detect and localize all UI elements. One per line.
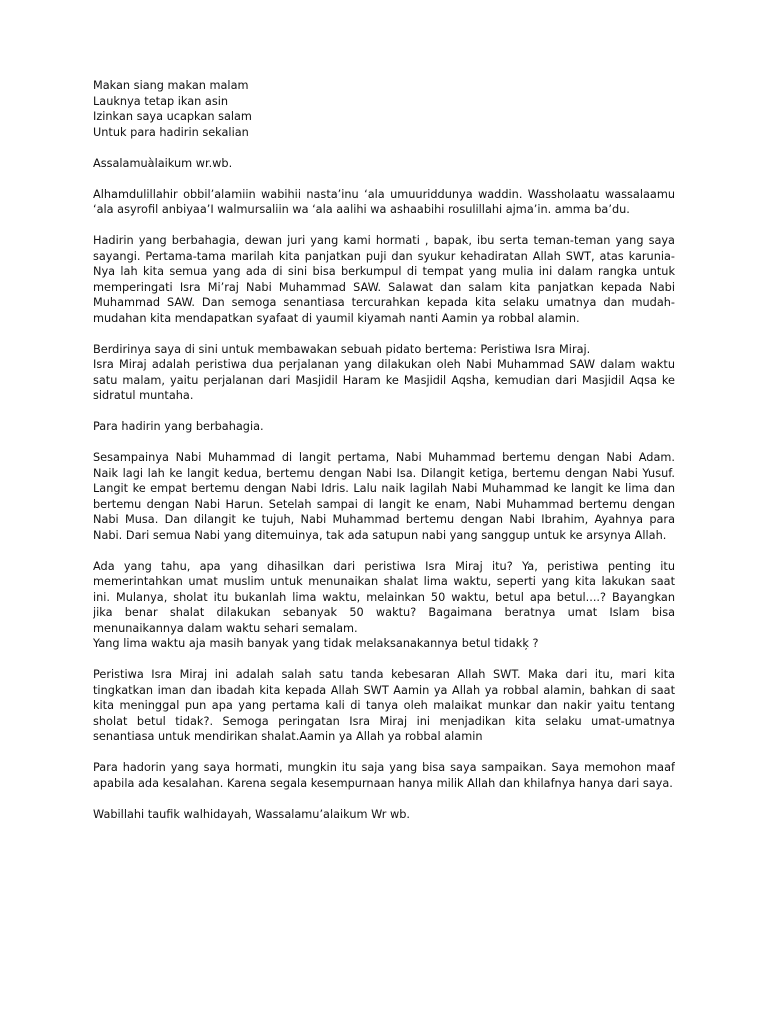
greeting-line: Assalamuàlaikum wr.wb. bbox=[93, 156, 233, 170]
paragraph-line: ini. Mulanya, sholat itu bukanlah lima waktu, melainkan 50 waktu, betul apa betul....? Bayangkan bbox=[93, 590, 675, 604]
closing bbox=[93, 807, 675, 823]
paragraph-line: sidratul muntaha. bbox=[93, 389, 194, 402]
paragraph-line: senantiasa untuk mendirikan shalat.Aamin ya Allah ya robbal alamin bbox=[93, 730, 483, 743]
paragraph-line: Berdirinya saya di sini untuk membawakan sebuah pidato bertema: Peristiwa Isra Miraj. bbox=[93, 342, 591, 356]
pantun-verse bbox=[93, 78, 675, 140]
speech-paragraph bbox=[93, 419, 675, 435]
paragraph-line: Ada yang tahu, apa yang dihasilkan dari peristiwa Isra Miraj itu? Ya, peristiwa penting itu bbox=[93, 559, 675, 573]
paragraph-line: tingkatkan iman dan ibadah kita kepada Allah SWT Aamin ya Allah ya robbal alamin, bahkan di saat bbox=[93, 683, 675, 697]
greeting bbox=[93, 156, 675, 172]
speech-body bbox=[93, 187, 675, 792]
paragraph-line: Isra Miraj adalah peristiwa dua perjalanan yang dilakukan oleh Nabi Muhammad SAW dalam waktu bbox=[93, 358, 675, 371]
paragraph-line: Para hadirin yang berbahagia. bbox=[93, 420, 264, 433]
speech-document bbox=[93, 78, 675, 838]
paragraph-line: kita meninggal pun apa yang pertama kali di tanya oleh malaikat munkar dan nakir yaitu tentang bbox=[93, 699, 675, 712]
speech-paragraph bbox=[93, 559, 675, 652]
speech-paragraph bbox=[93, 233, 675, 326]
paragraph-line: Nya lah kita semua yang ada di sini bisa berkumpul di tempat yang mulia ini dalam rangka untuk bbox=[93, 265, 675, 278]
pantun-line: Untuk para hadirin sekalian bbox=[93, 125, 249, 139]
paragraph-line: satu malam, yaitu perjalanan dari Masjidil Haram ke Masjidil Aqsha, kemudian dari Masjidil Aqsa ke bbox=[93, 373, 675, 387]
paragraph-line: memperingati Isra Mi’raj Nabi Muhammad SAW. Salawat dan salam kita panjatkan kepada Nabi bbox=[93, 280, 675, 294]
paragraph-line: menunaikannya dalam waktu sehari semalam. bbox=[93, 621, 358, 635]
paragraph-line: memerintahkan umat muslim untuk menunaikan shalat lima waktu, seperti yang kita lakukan saat bbox=[93, 575, 675, 588]
speech-paragraph bbox=[93, 450, 675, 543]
paragraph-line: Nabi. Dari semua Nabi yang ditemuinya, tak ada satupun nabi yang sanggup untuk ke arsynya Allah. bbox=[93, 528, 667, 542]
paragraph-line: Langit ke empat bertemu dengan Nabi Idris. Lalu naik lagilah Nabi Muhammad ke langit ke lima dan bbox=[93, 482, 675, 495]
paragraph-line: bertemu dengan Nabi Harun. Setelah sampai di langit ke enam, Nabi Muhammad bertemu dengan bbox=[93, 497, 675, 511]
paragraph-line: jika benar shalat dilakukan sebanyak 50 waktu? Bagaimana beratnya umat Islam bisa bbox=[93, 606, 675, 619]
paragraph-line: Naik lagi lah ke langit kedua, bertemu dengan Nabi Isa. Dilangit ketiga, bertemu dengan Nabi Yusuf. bbox=[93, 466, 675, 480]
paragraph-line: Muhammad SAW. Dan semoga senantiasa tercurahkan kepada kita selaku umatnya dan mudah- bbox=[93, 296, 675, 309]
paragraph-line: Yang lima waktu aja masih banyak yang tidak melaksanakannya betul tidakķ ? bbox=[93, 637, 539, 650]
paragraph-line: Nabi Musa. Dan dilangit ke tujuh, Nabi Muhammad bertemu dengan Nabi Ibrahim, Ayahnya para bbox=[93, 513, 675, 526]
paragraph-line: Para hadorin yang saya hormati, mungkin itu saja yang bisa saya sampaikan. Saya memohon maaf bbox=[93, 761, 675, 774]
pantun-line: Makan siang makan malam bbox=[93, 79, 249, 92]
paragraph-line: apabila ada kesalahan. Karena segala kesempurnaan hanya milik Allah dan khilafnya hanya dari saya. bbox=[93, 776, 673, 790]
paragraph-line: sayangi. Pertama-tama marilah kita panjatkan puji dan syukur kehadiratan Allah SWT, atas karunia- bbox=[93, 249, 675, 263]
paragraph-line: Alhamdulillahir obbil’alamiin wabihii nasta’inu ‘ala umuuriddunya waddin. Wassholaatu wassalaamu bbox=[93, 187, 675, 201]
paragraph-line: Hadirin yang berbahagia, dewan juri yang kami hormati , bapak, ibu serta teman-teman yang saya bbox=[93, 234, 675, 247]
closing-line: Wabillahi taufik walhidayah, Wassalamu’alaikum Wr wb. bbox=[93, 807, 411, 821]
pantun-line: Izinkan saya ucapkan salam bbox=[93, 110, 252, 123]
speech-paragraph bbox=[93, 187, 675, 218]
paragraph-line: Sesampainya Nabi Muhammad di langit pertama, Nabi Muhammad bertemu dengan Nabi Adam. bbox=[93, 451, 675, 464]
speech-paragraph bbox=[93, 667, 675, 745]
paragraph-line: Peristiwa Isra Miraj ini adalah salah satu tanda kebesaran Allah SWT. Maka dari itu, mari kita bbox=[93, 668, 675, 681]
speech-paragraph bbox=[93, 760, 675, 791]
speech-paragraph bbox=[93, 342, 675, 404]
paragraph-line: mudahan kita mendapatkan syafaat di yaumil kiyamah nanti Aamin ya robbal alamin. bbox=[93, 311, 580, 325]
pantun-line: Lauknya tetap ikan asin bbox=[93, 94, 229, 108]
paragraph-line: sholat betul tidak?. Semoga peringatan Isra Miraj ini menjadikan kita selaku umat-umatnya bbox=[93, 714, 675, 728]
paragraph-line: ‘ala asyrofil anbiyaa’I walmursaliin wa ‘ala aalihi wa ashaabihi rosulillahi ajma’in. amma ba’du. bbox=[93, 203, 630, 216]
